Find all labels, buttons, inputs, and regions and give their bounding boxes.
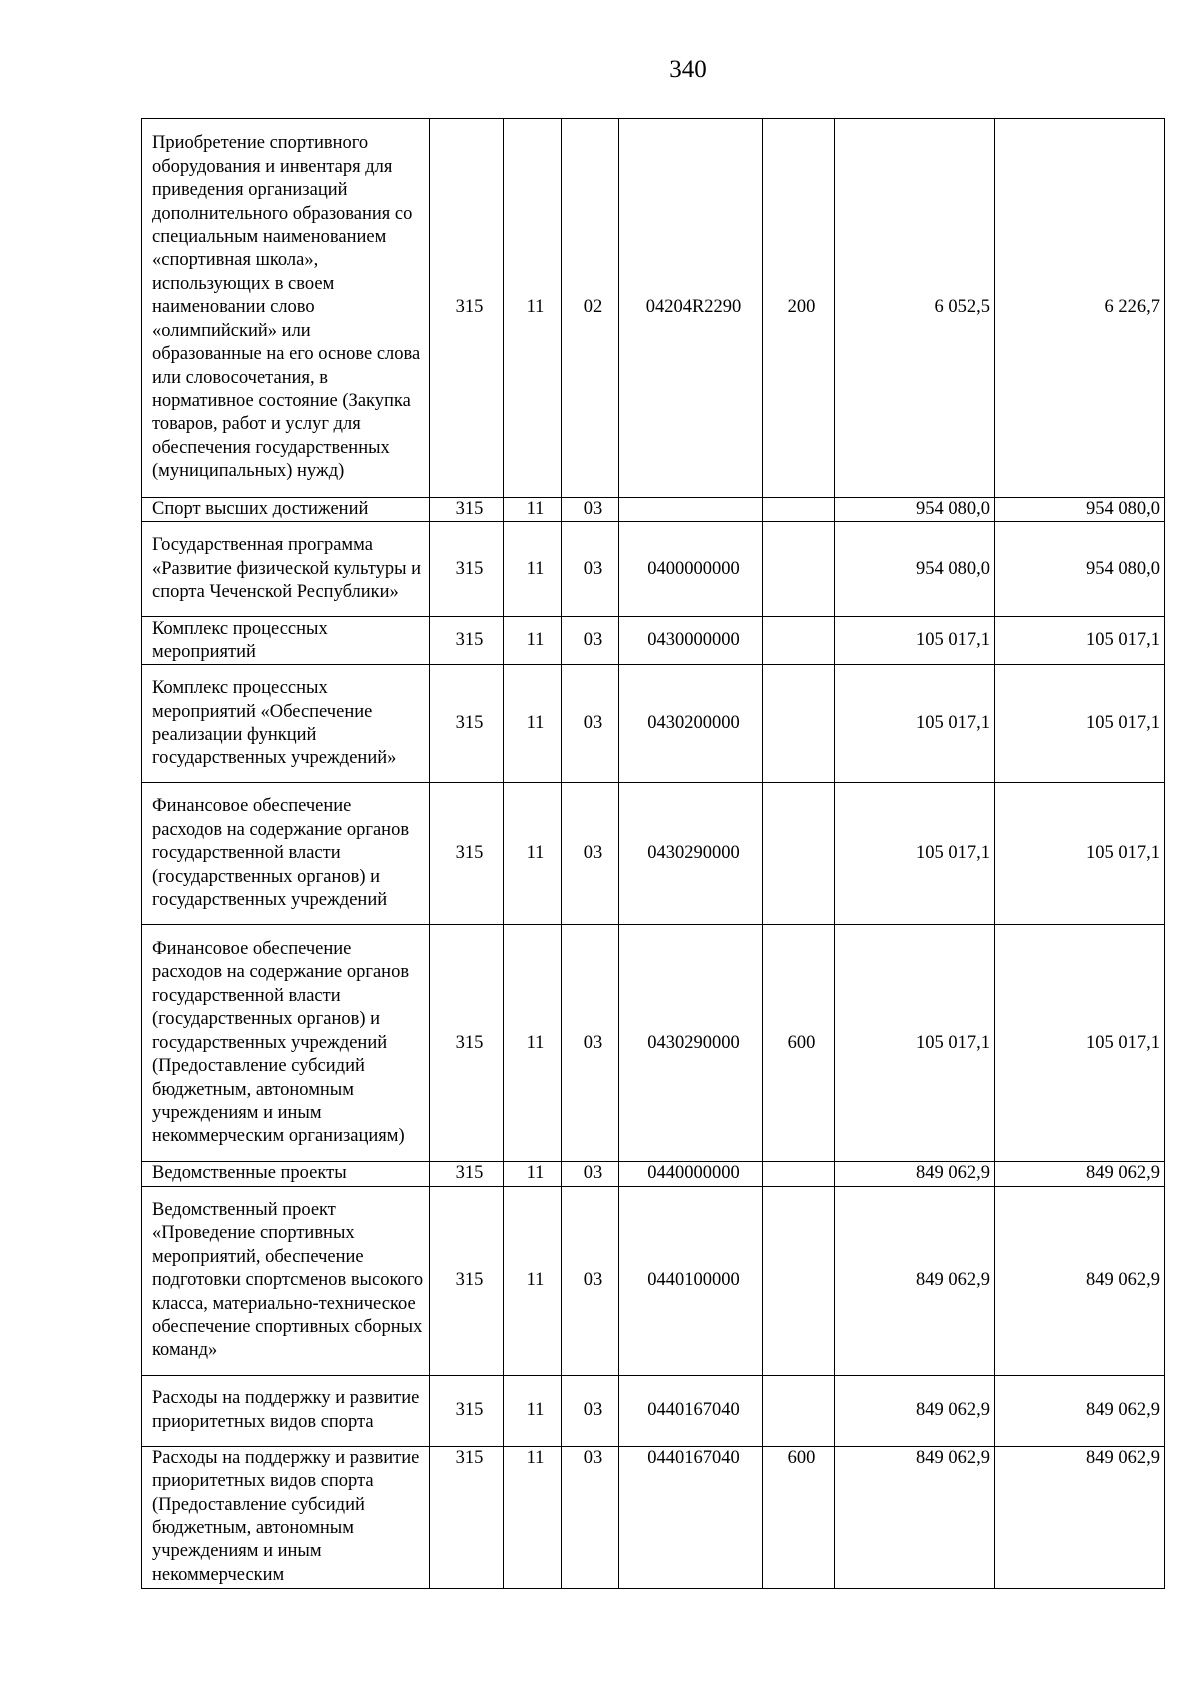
row-section: 11 bbox=[504, 665, 562, 783]
table-row bbox=[142, 1446, 1165, 1588]
row-name: Ведомственный проект «Проведение спортивных мероприятий, обеспечение подготовки спортсменов высокого класса, материально-техническое обеспечение спортивных сборных команд» bbox=[142, 1186, 430, 1375]
row-grbs: 315 bbox=[430, 1162, 504, 1186]
row-grbs: 315 bbox=[430, 522, 504, 617]
table-row bbox=[142, 665, 1165, 783]
row-name: Ведомственные проекты bbox=[142, 1162, 430, 1186]
row-amount-1: 105 017,1 bbox=[835, 783, 995, 925]
row-amount-2: 954 080,0 bbox=[995, 522, 1165, 617]
row-subsection: 03 bbox=[562, 617, 619, 665]
row-amount-1: 105 017,1 bbox=[835, 617, 995, 665]
row-amount-1: 849 062,9 bbox=[835, 1186, 995, 1375]
row-expense-type bbox=[763, 498, 835, 522]
row-amount-2: 105 017,1 bbox=[995, 783, 1165, 925]
row-amount-2: 849 062,9 bbox=[995, 1446, 1165, 1588]
row-target-article: 0400000000 bbox=[619, 522, 763, 617]
row-target-article: 0440167040 bbox=[619, 1375, 763, 1446]
table-row bbox=[142, 498, 1165, 522]
row-amount-2: 849 062,9 bbox=[995, 1186, 1165, 1375]
row-section: 11 bbox=[504, 498, 562, 522]
row-expense-type bbox=[763, 665, 835, 783]
table-row bbox=[142, 1375, 1165, 1446]
table-row bbox=[142, 617, 1165, 665]
row-subsection: 03 bbox=[562, 665, 619, 783]
row-amount-2: 105 017,1 bbox=[995, 925, 1165, 1162]
row-amount-1: 849 062,9 bbox=[835, 1162, 995, 1186]
row-grbs: 315 bbox=[430, 925, 504, 1162]
row-subsection: 03 bbox=[562, 1186, 619, 1375]
row-amount-2: 105 017,1 bbox=[995, 665, 1165, 783]
row-target-article: 0440167040 bbox=[619, 1446, 763, 1588]
row-section: 11 bbox=[504, 1446, 562, 1588]
table-row bbox=[142, 783, 1165, 925]
row-name: Приобретение спортивного оборудования и инвентаря для приведения организаций дополнительного образования со специальным наименованием «спортивная школа», использующих в своем наименовании слово «олимпийский» или образованные на его основе слова или словосочетания, в нормативное состояние (Закупка товаров, работ и услуг для обеспечения государственных (муниципальных) нужд) bbox=[142, 119, 430, 498]
row-subsection: 03 bbox=[562, 1446, 619, 1588]
table-row bbox=[142, 1162, 1165, 1186]
row-expense-type: 600 bbox=[763, 1446, 835, 1588]
table-row bbox=[142, 925, 1165, 1162]
row-expense-type bbox=[763, 1186, 835, 1375]
row-section: 11 bbox=[504, 617, 562, 665]
row-section: 11 bbox=[504, 1375, 562, 1446]
row-amount-1: 954 080,0 bbox=[835, 498, 995, 522]
table-row bbox=[142, 1186, 1165, 1375]
row-amount-1: 849 062,9 bbox=[835, 1375, 995, 1446]
row-expense-type bbox=[763, 1162, 835, 1186]
row-expense-type: 600 bbox=[763, 925, 835, 1162]
row-target-article: 0430290000 bbox=[619, 783, 763, 925]
row-name: Расходы на поддержку и развитие приоритетных видов спорта (Предоставление субсидий бюджетным, автономным учреждениям и иным некоммерческим bbox=[142, 1446, 430, 1588]
row-amount-1: 849 062,9 bbox=[835, 1446, 995, 1588]
row-name: Финансовое обеспечение расходов на содержание органов государственной власти (государственных органов) и государственных учреждений bbox=[142, 783, 430, 925]
row-subsection: 02 bbox=[562, 119, 619, 498]
page-number: 340 bbox=[669, 56, 707, 83]
row-name: Комплекс процессных мероприятий bbox=[142, 617, 430, 665]
row-expense-type bbox=[763, 522, 835, 617]
row-section: 11 bbox=[504, 119, 562, 498]
row-subsection: 03 bbox=[562, 1375, 619, 1446]
row-grbs: 315 bbox=[430, 1186, 504, 1375]
row-expense-type bbox=[763, 1375, 835, 1446]
row-subsection: 03 bbox=[562, 1162, 619, 1186]
row-section: 11 bbox=[504, 1186, 562, 1375]
table-row bbox=[142, 522, 1165, 617]
row-grbs: 315 bbox=[430, 665, 504, 783]
row-amount-2: 6 226,7 bbox=[995, 119, 1165, 498]
row-amount-1: 105 017,1 bbox=[835, 665, 995, 783]
row-grbs: 315 bbox=[430, 1375, 504, 1446]
row-amount-1: 105 017,1 bbox=[835, 925, 995, 1162]
row-target-article: 0430290000 bbox=[619, 925, 763, 1162]
row-target-article: 0430200000 bbox=[619, 665, 763, 783]
row-section: 11 bbox=[504, 1162, 562, 1186]
row-subsection: 03 bbox=[562, 522, 619, 617]
row-target-article bbox=[619, 498, 763, 522]
row-grbs: 315 bbox=[430, 119, 504, 498]
row-name: Спорт высших достижений bbox=[142, 498, 430, 522]
row-name: Государственная программа «Развитие физической культуры и спорта Чеченской Республики» bbox=[142, 522, 430, 617]
row-name: Расходы на поддержку и развитие приоритетных видов спорта bbox=[142, 1375, 430, 1446]
row-grbs: 315 bbox=[430, 617, 504, 665]
row-amount-2: 105 017,1 bbox=[995, 617, 1165, 665]
row-subsection: 03 bbox=[562, 498, 619, 522]
table-row bbox=[142, 119, 1165, 498]
row-target-article: 0430000000 bbox=[619, 617, 763, 665]
row-expense-type bbox=[763, 783, 835, 925]
row-section: 11 bbox=[504, 783, 562, 925]
row-expense-type bbox=[763, 617, 835, 665]
row-amount-2: 849 062,9 bbox=[995, 1375, 1165, 1446]
row-subsection: 03 bbox=[562, 925, 619, 1162]
row-amount-2: 954 080,0 bbox=[995, 498, 1165, 522]
budget-table bbox=[141, 118, 1165, 1589]
row-amount-1: 6 052,5 bbox=[835, 119, 995, 498]
row-section: 11 bbox=[504, 925, 562, 1162]
row-target-article: 04204R2290 bbox=[619, 119, 763, 498]
row-section: 11 bbox=[504, 522, 562, 617]
row-grbs: 315 bbox=[430, 783, 504, 925]
row-target-article: 0440100000 bbox=[619, 1186, 763, 1375]
row-amount-2: 849 062,9 bbox=[995, 1162, 1165, 1186]
row-target-article: 0440000000 bbox=[619, 1162, 763, 1186]
row-subsection: 03 bbox=[562, 783, 619, 925]
row-amount-1: 954 080,0 bbox=[835, 522, 995, 617]
row-name: Комплекс процессных мероприятий «Обеспечение реализации функций государственных учреждений» bbox=[142, 665, 430, 783]
row-name: Финансовое обеспечение расходов на содержание органов государственной власти (государственных органов) и государственных учреждений (Предоставление субсидий бюджетным, автономным учреждениям и иным некоммерческим организациям) bbox=[142, 925, 430, 1162]
row-grbs: 315 bbox=[430, 498, 504, 522]
row-grbs: 315 bbox=[430, 1446, 504, 1588]
row-expense-type: 200 bbox=[763, 119, 835, 498]
